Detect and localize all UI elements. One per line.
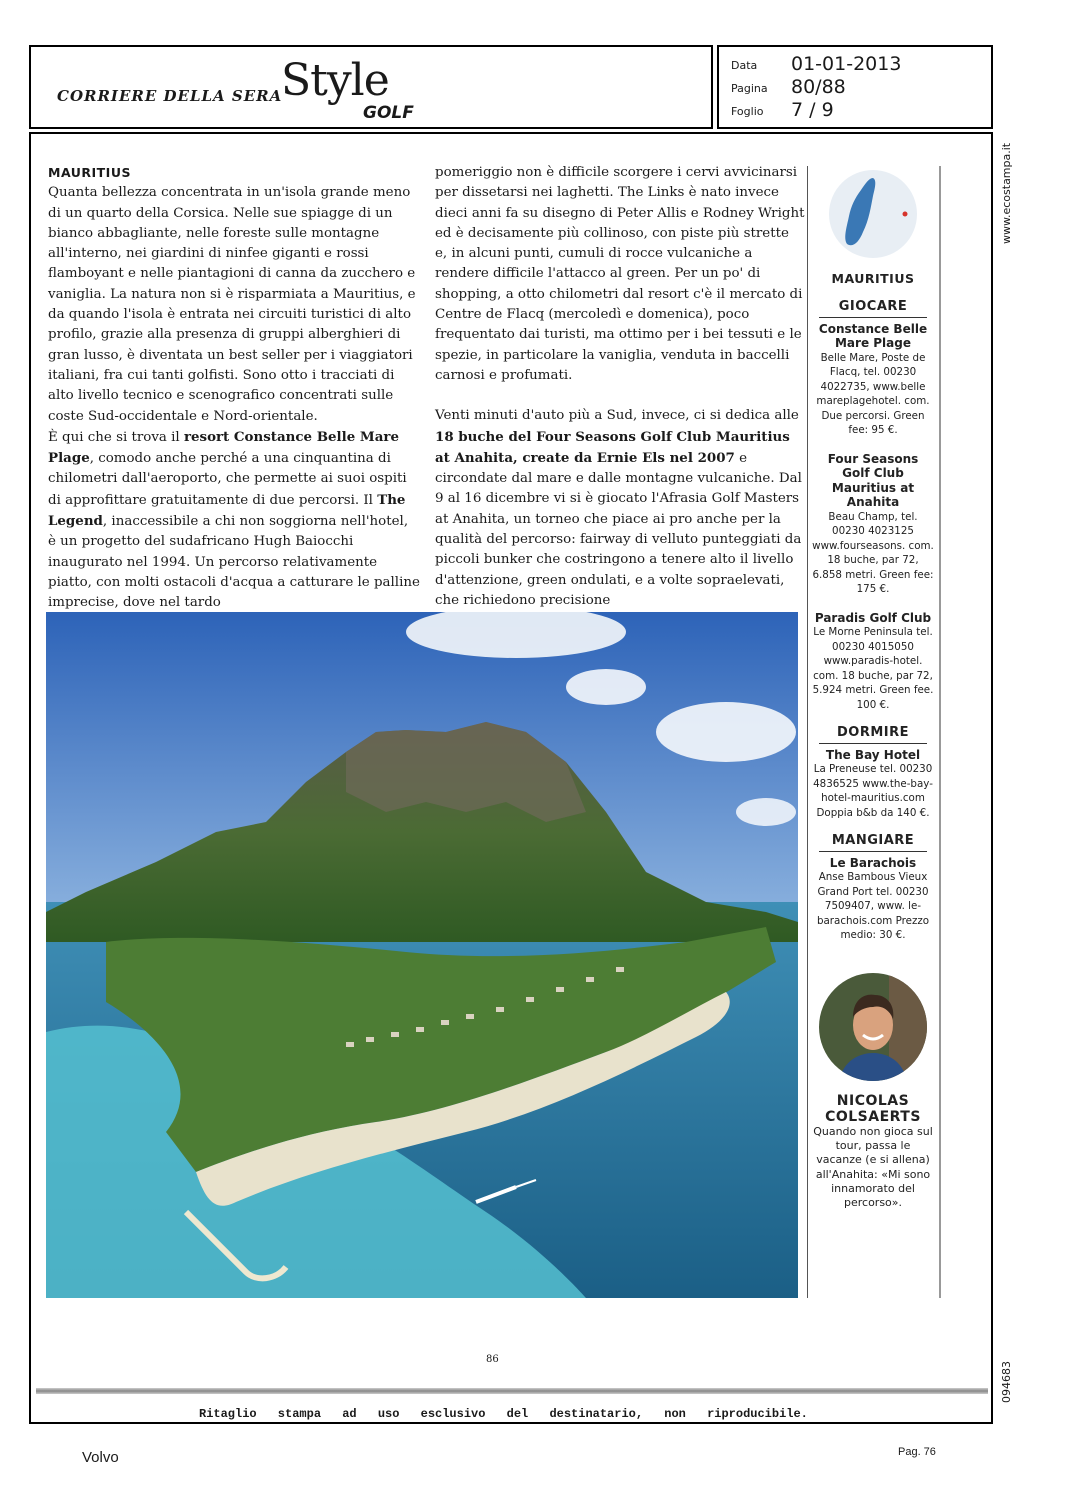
- article-column-2: [435, 163, 805, 611]
- aerial-photo: [46, 612, 798, 1298]
- paragraph: Quanta bellezza concentrata in un'isola grande meno di un quarto della Corsica. Nelle sue spiagge di un bianco abbagliante, nelle foreste sulle montagne all'interno, nei giardini di ninfee giganti e rossi flamboyant e nelle piantagioni di canna da zucchero e vaniglia. La natura non si è risparmiata a Mauritius, e da quando l'isola è entrata nei circuiti turistici di alto profilo, grazie alla presenza di gruppi alberghieri di gran lusso, è diventata un best seller per i viaggiatori italiani, fra cui tanti golfisti. Sono otto i tracciati di alto livello tecnico e scenografico concentrati sulle coste Sud-occidentale e Nord-orientale.: [48, 185, 416, 424]
- clipping-page: Pag. 76: [898, 1446, 936, 1458]
- hotel-details: La Preneuse tel. 00230 4836525 www.the-bay-hotel-mauritius.com Doppia b&b da 140 €.: [813, 763, 933, 819]
- footer-divider: [36, 1388, 988, 1394]
- section-title: MAURITIUS: [48, 165, 131, 180]
- style-logo: Style: [281, 55, 389, 106]
- section-mangiare: MANGIARE: [819, 834, 927, 851]
- bold-run: resort Constance Belle Mare Plage: [48, 428, 399, 467]
- sidebar-divider: [807, 166, 808, 1298]
- sidebar-title: MAURITIUS: [831, 271, 915, 286]
- text-run: e circondate dal mare e dalle montagne vulcaniche. Dal 9 al 16 dicembre vi si è giocato l'Afrasia Golf Masters at Anahita, un torneo che piace ai pro anche per la qualità del percorso: fairway di velluto punteggiati da piccoli bunker che costringono a tenere alto il livello d'attenzione, green ondulati, e a volte sopraelevati, che richiedono precisione: [435, 450, 802, 608]
- text-run: Venti minuti d'auto più a Sud, invece, ci si dedica alle: [435, 408, 799, 424]
- copyright-disclaimer: Ritaglio stampa ad uso esclusivo del destinatario, non riproducibile.: [199, 1407, 808, 1421]
- hotel-name: The Bay Hotel: [825, 747, 921, 762]
- publication-name: CORRIERE DELLA SERA: [57, 87, 283, 105]
- restaurant-name: Le Barachois: [829, 855, 917, 870]
- metadata-box: [717, 45, 993, 129]
- paragraph: [48, 427, 420, 614]
- paragraph: pomeriggio non è difficile scorgere i cervi avvicinarsi per dissetarsi nei laghetti. The Links è nato invece dieci anni fa su disegno di Peter Allis e Rodney Wright ed è decisamente più collinoso, con piste più strette e, in alcuni punti, cumuli di rocce vulcaniche a rendere difficile l'attacco al green. Per un po' di shopping, a otto chilometri dal resort c'è il mercato di Centre de Flacq (mercoledì e domenica), poco frequentato dai turisti, ma ottimo per i bei tessuti e le spezie, in particolare la vaniglia, venduta in baccelli carnosi e profumati.: [435, 165, 805, 383]
- section-dormire: DORMIRE: [819, 726, 927, 743]
- bold-run: 18 buche del Four Seasons Golf Club Mauritius at Anahita, create da Ernie Els nel 2007: [435, 428, 790, 466]
- player-quote: Quando non gioca sul tour, passa le vacanze (e si allena) all'Anahita: «Mi sono innamorato del percorso».: [813, 1124, 933, 1210]
- portrait-illustration: [819, 973, 927, 1081]
- meta-label: Data: [731, 59, 758, 72]
- meta-value: 7 / 9: [791, 99, 834, 121]
- section-giocare: GIOCARE: [819, 300, 927, 317]
- venue-details: Le Morne Peninsula tel. 00230 4015050 www.paradis-hotel. com. 18 buche, par 72, 5.924 metri. Green fee. 100 €.: [812, 626, 934, 711]
- player-name: NICOLAS COLSAERTS: [825, 1092, 921, 1125]
- venue-name: Paradis Golf Club: [814, 610, 932, 625]
- venue-name: Constance Belle Mare Plage: [818, 321, 928, 351]
- meta-label: Foglio: [731, 105, 764, 118]
- player-portrait: [819, 973, 927, 1081]
- meta-value: 01-01-2013: [791, 53, 902, 75]
- text-run: , inaccessibile a chi non soggiorna nell'hotel, è un progetto del sudafricano Hugh Baiocchi inaugurato nel 1994. Un percorso relativamente piatto, con molti ostacoli d'acqua a catturare le palline imprecise, dove nel tardo: [48, 514, 420, 611]
- info-sidebar: [812, 166, 934, 1210]
- page-number: 86: [486, 1354, 499, 1365]
- golf-logo: GOLF: [363, 103, 414, 123]
- meta-value: 80/88: [791, 76, 846, 98]
- madagascar-map-icon: [829, 170, 917, 258]
- paragraph: [435, 406, 805, 611]
- venue-details: Belle Mare, Poste de Flacq, tel. 00230 4022735, www.belle mareplagehotel. com. Due percorsi. Green fee: 95 €.: [816, 351, 930, 437]
- client-name: Volvo: [82, 1449, 119, 1466]
- article-column-1: [48, 163, 420, 614]
- archive-code: 094683: [1000, 1361, 1013, 1403]
- text-run: , comodo anche perché a una cinquantina di chilometri dall'aeroporto, che permette ai suoi ospiti di approfittare gratuitamente di due percorsi. Il: [48, 451, 407, 508]
- island-map: [829, 170, 917, 258]
- text-run: È qui che si trova il: [48, 429, 184, 445]
- venue-details: Beau Champ, tel. 00230 4023125 www.fourseasons. com. 18 buche, par 72, 6.858 metri. Green fee: 175 €.: [812, 510, 934, 596]
- masthead: [29, 45, 713, 129]
- sidebar-shadow: [939, 166, 941, 1298]
- meta-label: Pagina: [731, 82, 768, 95]
- le-morne-illustration: [46, 612, 798, 1298]
- venue-name: Four Seasons Golf Club Mauritius at Anahita: [827, 451, 919, 510]
- restaurant-details: Anse Bambous Vieux Grand Port tel. 00230 7509407, www. le-barachois.com Prezzo medio: 30 €.: [816, 871, 930, 942]
- website-watermark: www.ecostampa.it: [1000, 142, 1013, 244]
- bold-run: The Legend: [48, 491, 406, 530]
